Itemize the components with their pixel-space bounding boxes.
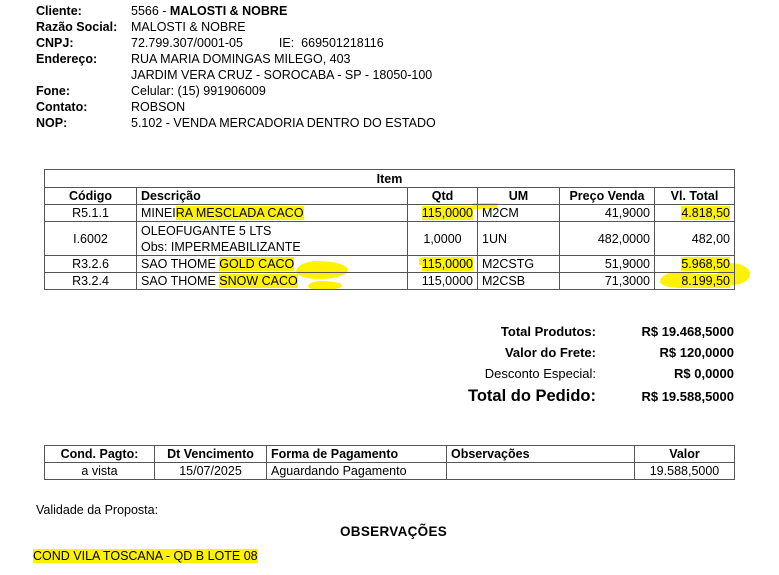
desconto-especial-row — [430, 366, 734, 387]
payment-col-header-forma-pagamento: Forma de Pagamento — [267, 446, 447, 463]
payment-cell-cond-pagto: a vista — [45, 463, 155, 480]
payment-cell-valor: 19.588,5000 — [635, 463, 735, 480]
header-row-endereco-line2 — [36, 67, 736, 83]
item-vl-total-value: 4.818,50 — [681, 206, 731, 220]
item-cell-preco-venda: 51,9000 — [560, 256, 655, 273]
item-vl-total-value: 5.968,50 — [681, 257, 731, 271]
cliente-name: MALOSTI & NOBRE — [169, 4, 288, 18]
payment-col-header-cond-pagto: Cond. Pagto: — [45, 446, 155, 463]
observacoes-text — [33, 549, 258, 563]
item-cell-descricao — [137, 222, 408, 256]
item-descricao-plain-0: MINEI — [141, 206, 176, 220]
header-value-endereco-line1: RUA MARIA DOMINGAS MILEGO, 403 — [131, 52, 351, 66]
item-descricao-plain-2: SAO THOME — [141, 257, 220, 271]
header-row-razao-social — [36, 19, 736, 35]
item-col-header-codigo: Código — [45, 188, 137, 205]
header-label-cnpj: CNPJ: — [36, 36, 74, 50]
payment-conditions-table — [44, 445, 735, 480]
item-table-title: Item — [45, 170, 735, 188]
payment-cell-dt-vencimento: 15/07/2025 — [155, 463, 267, 480]
header-row-contato — [36, 99, 736, 115]
header-value-cnpj — [131, 35, 384, 51]
header-label-endereco: Endereço: — [36, 52, 98, 66]
header-value-endereco-line2: JARDIM VERA CRUZ - SOROCABA - SP - 18050-100 — [131, 68, 433, 82]
header-value-nop: 5.102 - VENDA MERCADORIA DENTRO DO ESTADO — [131, 116, 436, 130]
ie-label: IE: — [278, 36, 295, 50]
item-col-header-um: UM — [478, 188, 560, 205]
item-cell-preco-venda: 482,0000 — [560, 222, 655, 256]
item-table-header-row — [45, 188, 735, 205]
table-row — [45, 256, 735, 273]
payment-table-header-row — [45, 446, 735, 463]
table-row — [45, 205, 735, 222]
header-value-cliente — [131, 3, 287, 19]
validade-proposta-label: Validade da Proposta: — [36, 503, 159, 517]
item-cell-codigo: R5.1.1 — [45, 205, 137, 222]
header-label-cliente: Cliente: — [36, 4, 82, 18]
item-cell-um: M2CSB — [478, 273, 560, 290]
item-col-header-qtd: Qtd — [408, 188, 478, 205]
item-cell-um: M2CSTG — [478, 256, 560, 273]
item-col-header-descricao: Descrição — [137, 188, 408, 205]
item-cell-codigo: I.6002 — [45, 222, 137, 256]
cliente-separator: - — [158, 4, 170, 18]
observacoes-text-highlighted: COND VILA TOSCANA - QD B LOTE 08 — [33, 549, 258, 563]
item-cell-descricao — [137, 205, 408, 222]
header-row-cliente — [36, 3, 736, 19]
item-cell-qtd: 115,0000 — [408, 273, 478, 290]
header-label-fone: Fone: — [36, 84, 71, 98]
item-descricao-line2-obs: Obs: IMPERMEABILIZANTE — [141, 239, 301, 254]
item-cell-vl-total: 482,00 — [655, 222, 735, 256]
desconto-especial-value: R$ 0,0000 — [674, 366, 734, 381]
item-cell-um: M2CM — [478, 205, 560, 222]
item-cell-descricao — [137, 273, 408, 290]
item-qtd-value: 115,0000 — [421, 206, 473, 220]
header-row-nop — [36, 115, 736, 131]
item-descricao-highlighted-2: GOLD CACO — [219, 257, 295, 271]
total-pedido-label: Total do Pedido: — [467, 387, 596, 405]
item-table — [44, 169, 735, 290]
header-row-endereco — [36, 51, 736, 67]
payment-col-header-observacoes: Observações — [447, 446, 635, 463]
total-produtos-label: Total Produtos: — [500, 324, 596, 339]
header-label-contato: Contato: — [36, 100, 88, 114]
cnpj-value: 72.799.307/0001-05 — [131, 36, 243, 50]
header-row-cnpj — [36, 35, 736, 51]
item-cell-descricao — [137, 256, 408, 273]
item-descricao-plain-3: SAO THOME — [141, 274, 220, 288]
item-col-header-vl-total: Vl. Total — [655, 188, 735, 205]
header-value-fone: Celular: (15) 991906009 — [131, 84, 266, 98]
item-cell-qtd: 1,0000 — [408, 222, 478, 256]
item-table-title-row — [45, 170, 735, 188]
observacoes-title: OBSERVAÇÕES — [340, 524, 448, 539]
item-cell-codigo: R3.2.6 — [45, 256, 137, 273]
header-label-razao-social: Razão Social: — [36, 20, 118, 34]
header-label-nop: NOP: — [36, 116, 68, 130]
item-vl-total-value: 8.199,50 — [681, 274, 731, 288]
table-row — [45, 222, 735, 256]
payment-cell-observacoes — [447, 463, 635, 480]
table-row — [45, 273, 735, 290]
item-descricao-highlighted-3: SNOW CACO — [219, 274, 298, 288]
payment-col-header-valor: Valor — [635, 446, 735, 463]
desconto-especial-label: Desconto Especial: — [484, 366, 596, 381]
ie-value: 669501218116 — [301, 36, 384, 50]
item-cell-preco-venda: 41,9000 — [560, 205, 655, 222]
header-value-contato: ROBSON — [131, 100, 186, 114]
table-row — [45, 463, 735, 480]
valor-frete-value: R$ 120,0000 — [659, 345, 734, 360]
item-descricao-line1: OLEOFUGANTE 5 LTS — [141, 223, 272, 238]
item-cell-vl-total — [655, 273, 735, 290]
item-qtd-value: 115,0000 — [421, 257, 473, 271]
item-cell-vl-total — [655, 256, 735, 273]
total-pedido-row — [430, 387, 734, 411]
item-cell-preco-venda: 71,3000 — [560, 273, 655, 290]
item-cell-qtd — [408, 205, 478, 222]
customer-header — [36, 3, 736, 131]
total-pedido-value: R$ 19.588,5000 — [641, 389, 734, 404]
valor-frete-label: Valor do Frete: — [504, 345, 596, 360]
item-cell-vl-total — [655, 205, 735, 222]
item-cell-um: 1UN — [478, 222, 560, 256]
item-col-header-preco-venda: Preço Venda — [560, 188, 655, 205]
item-descricao-highlighted-0: RA MESCLADA CACO — [175, 206, 304, 220]
header-row-fone — [36, 83, 736, 99]
item-cell-qtd — [408, 256, 478, 273]
header-value-razao-social: MALOSTI & NOBRE — [131, 20, 246, 34]
item-cell-codigo: R3.2.4 — [45, 273, 137, 290]
payment-col-header-dt-vencimento: Dt Vencimento — [155, 446, 267, 463]
total-produtos-row — [430, 324, 734, 345]
cliente-code: 5566 — [131, 4, 159, 18]
total-produtos-value: R$ 19.468,5000 — [641, 324, 734, 339]
payment-cell-forma-pagamento: Aguardando Pagamento — [267, 463, 447, 480]
totals-block — [430, 324, 734, 411]
valor-frete-row — [430, 345, 734, 366]
